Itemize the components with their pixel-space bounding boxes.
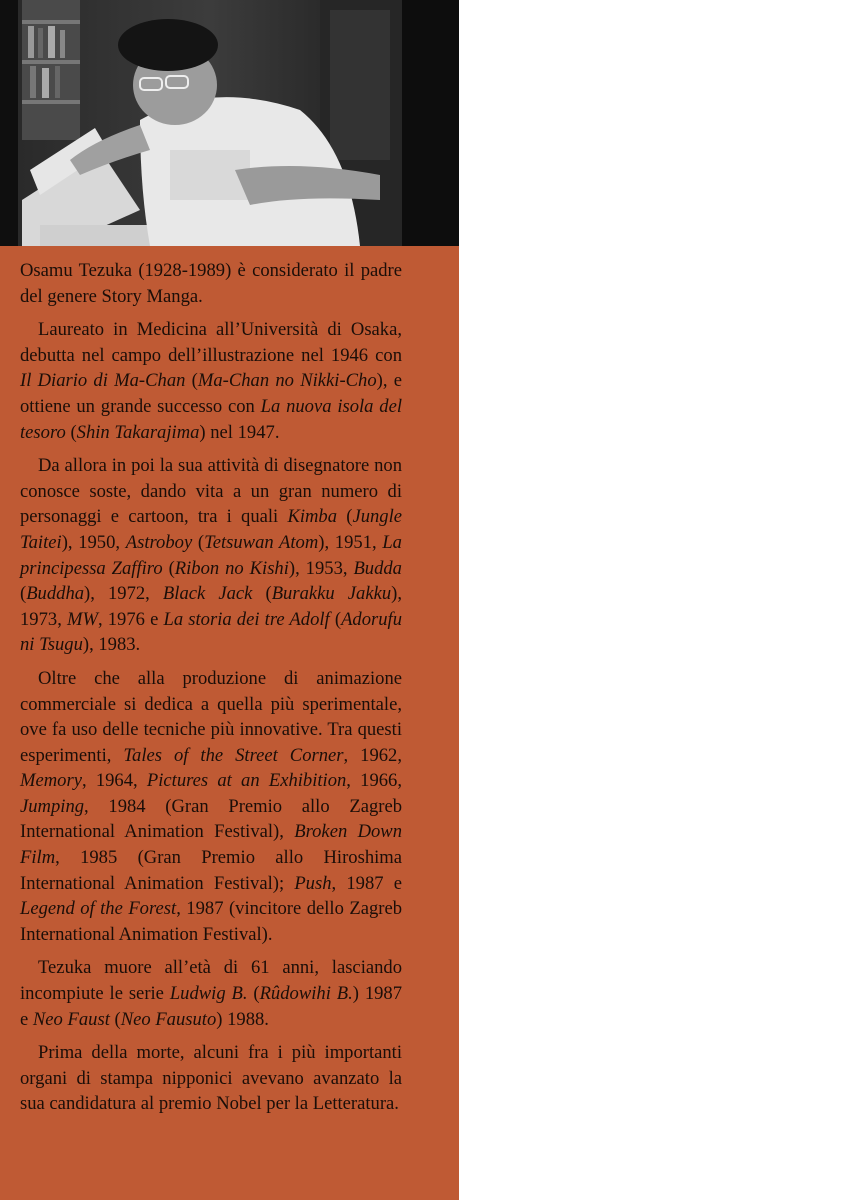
italic-title: Black Jack [162, 583, 253, 605]
portrait-photo-illustration [0, 0, 459, 246]
italic-title: Pictures at an Exhibition [146, 770, 347, 792]
bio-text: ), e ottiene un grande successo con [20, 370, 402, 417]
bio-text: ( [329, 608, 342, 630]
italic-title: Jumping [20, 795, 85, 817]
bio-text: ), 1973, [20, 583, 402, 630]
bio-paragraph-5 [20, 955, 402, 1032]
bio-text: ), 1950, [61, 531, 126, 553]
bio-text: ), 1972, [84, 583, 163, 605]
bio-text: ) 1987 e [20, 983, 403, 1030]
bio-text: ( [65, 421, 77, 443]
italic-title: Rûdowihi B. [259, 983, 353, 1005]
bio-text: Prima della morte, alcuni fra i più importanti organi di stampa nipponici avevano avanzato la sua candidatura al premio Nobel per la Letteratura. [20, 1042, 402, 1115]
bio-paragraph-6 [20, 1040, 402, 1117]
bio-text: ( [185, 370, 198, 392]
italic-title: Push [294, 872, 332, 894]
bio-text: Laureato in Medicina all’Università di Osaka, debutta nel campo dell’illustrazione nel 1946 con [20, 319, 402, 366]
bio-text: ( [20, 583, 27, 605]
italic-title: Tales of the Street Corner [123, 744, 344, 766]
bio-text: ) nel 1947. [199, 421, 280, 443]
italic-title: La principessa Zaffiro [20, 531, 402, 579]
italic-title: Neo Fausuto [120, 1008, 217, 1030]
bio-text: ), 1983. [82, 634, 141, 656]
bio-text: ( [337, 506, 353, 528]
bio-text: ) 1988. [216, 1008, 269, 1030]
bio-paragraph-2 [20, 317, 402, 445]
bio-paragraph-3 [20, 453, 402, 658]
italic-title: Broken Down Film [20, 821, 402, 869]
italic-title: Memory [20, 770, 82, 792]
bio-text: ( [247, 983, 260, 1005]
italic-title: Tetsuwan Atom [204, 531, 319, 553]
bio-text: , 1976 e [97, 608, 164, 630]
bio-text: , 1984 (Gran Premio allo Zagreb International Animation Festival), [20, 795, 402, 843]
italic-title: Ludwig B. [169, 983, 248, 1005]
bio-text: , 1985 (Gran Premio allo Hiroshima International Animation Festival); [20, 847, 402, 894]
bio-text: Da allora in poi la sua attività di disegnatore non conosce soste, dando vita a un gran numero di personaggi e cartoon, tra i quali [20, 455, 402, 528]
italic-title: Ribon no Kishi [174, 557, 289, 579]
italic-title: Jungle Taitei [20, 506, 402, 553]
bio-text: Tezuka muore all’età di 61 anni, lasciando incompiute le serie [20, 957, 402, 1005]
bio-text: ), 1951, [318, 531, 383, 553]
italic-title: Burakku Jakku [271, 583, 392, 605]
italic-title: La storia dei tre Adolf [163, 608, 330, 630]
bio-text: , 1966, [346, 770, 402, 792]
bio-text: , 1962, [343, 744, 402, 766]
bio-text: , 1987 e [331, 872, 402, 894]
italic-title: MW [66, 608, 98, 630]
bio-text: ( [192, 531, 205, 553]
italic-title: Shin Takarajima [76, 421, 200, 443]
bio-text: , 1987 (vincitore dello Zagreb International Animation Festival). [20, 898, 402, 945]
bio-text: Oltre che alla produzione di animazione commerciale si dedica a quella più sperimentale, ove fa uso delle tecniche più innovative. Tra questi esperimenti, [20, 667, 402, 766]
italic-title: Adorufu ni Tsugu [20, 608, 403, 656]
italic-title: Kimba [287, 506, 338, 528]
bio-paragraph-4 [20, 666, 402, 948]
italic-title: Ma-Chan no Nikki-Cho [197, 370, 377, 392]
author-portrait-photo [0, 0, 459, 246]
italic-title: Astroboy [125, 531, 193, 553]
bio-text: Osamu Tezuka (1928-1989) è considerato il padre del genere Story Manga. [20, 260, 402, 307]
bio-paragraph-1 [20, 258, 402, 309]
author-biography [20, 258, 402, 1125]
italic-title: Neo Faust [32, 1008, 110, 1030]
italic-title: Legend of the Forest [20, 898, 177, 920]
bio-text: ), 1953, [288, 557, 354, 579]
bio-text: ( [162, 557, 175, 579]
italic-title: Buddha [26, 583, 85, 605]
italic-title: Budda [353, 557, 402, 579]
bio-text: ( [252, 583, 272, 605]
italic-title: La nuova isola del tesoro [20, 395, 402, 443]
bio-text: , 1964, [81, 770, 147, 792]
italic-title: Il Diario di Ma-Chan [20, 370, 186, 392]
bio-text: ( [109, 1008, 121, 1030]
